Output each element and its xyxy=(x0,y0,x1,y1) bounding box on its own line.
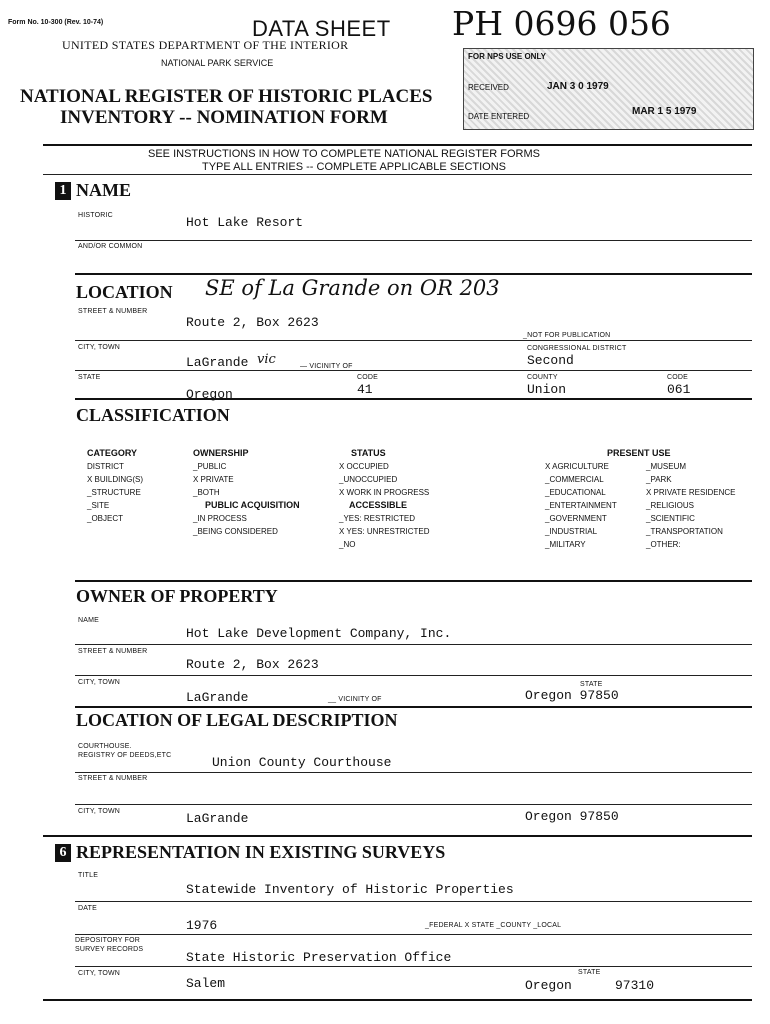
status-column xyxy=(339,447,430,551)
category-column xyxy=(87,447,143,525)
rule xyxy=(75,644,752,645)
handwritten-id: PH 0696 056 xyxy=(452,4,671,43)
present-use-head: PRESENT USE xyxy=(607,448,671,458)
accessible-head: ACCESSIBLE xyxy=(349,500,408,510)
survey-date-label: DATE xyxy=(78,905,97,912)
present-use-option: _ENTERTAINMENT xyxy=(545,501,617,510)
survey-title: Statewide Inventory of Historic Properties xyxy=(186,882,514,897)
depository-label-2: SURVEY RECORDS xyxy=(75,946,144,953)
present-use-column-2 xyxy=(646,460,736,551)
state-label: STATE xyxy=(78,374,101,381)
rule xyxy=(75,901,752,902)
received-label: RECEIVED xyxy=(468,83,509,92)
category-option: _SITE xyxy=(87,501,110,510)
date-entered-label: DATE ENTERED xyxy=(468,112,530,121)
county-code-value: 061 xyxy=(667,382,691,397)
historic-label: HISTORIC xyxy=(78,212,113,219)
rule xyxy=(43,999,752,1001)
header-rule xyxy=(43,144,752,146)
location-heading: LOCATION xyxy=(76,282,173,302)
rule xyxy=(75,370,752,371)
survey-city: Salem xyxy=(186,976,226,991)
not-for-publication: _NOT FOR PUBLICATION xyxy=(523,332,611,339)
owner-state: Oregon 97850 xyxy=(525,688,619,703)
rule xyxy=(75,772,752,773)
accessible-option: X YES: UNRESTRICTED xyxy=(339,527,430,536)
survey-state-name: Oregon xyxy=(525,978,572,993)
surveys-heading: REPRESENTATION IN EXISTING SURVEYS xyxy=(76,842,446,862)
present-use-option: _MUSEUM xyxy=(646,462,687,471)
common-label: AND/OR COMMON xyxy=(78,243,143,250)
survey-title-label: TITLE xyxy=(78,872,99,879)
vicinity-label: — VICINITY OF xyxy=(300,363,353,370)
section-6-number: 6 xyxy=(55,844,71,862)
owner-name: Hot Lake Development Company, Inc. xyxy=(186,626,452,641)
owner-city: LaGrande xyxy=(186,690,249,705)
instructions-rule xyxy=(43,174,752,175)
courthouse-label-1: COURTHOUSE. xyxy=(78,743,132,750)
county-label: COUNTY xyxy=(527,374,558,381)
instructions-line1: SEE INSTRUCTIONS IN HOW TO COMPLETE NATIONAL REGISTER FORMS xyxy=(148,148,540,160)
owner-street-label: STREET & NUMBER xyxy=(78,648,148,655)
county-value: Union xyxy=(527,382,567,397)
present-use-option: _PARK xyxy=(646,475,672,484)
category-option: _STRUCTURE xyxy=(87,488,141,497)
street-value: Route 2, Box 2623 xyxy=(186,315,319,330)
survey-state-zip: 97310 xyxy=(615,978,655,993)
ownership-head: OWNERSHIP xyxy=(193,448,249,458)
rule xyxy=(75,804,752,805)
rule xyxy=(75,273,752,275)
classification-heading: CLASSIFICATION xyxy=(76,405,230,425)
ownership-option: _BOTH xyxy=(193,488,220,497)
ownership-column xyxy=(193,447,300,538)
rule xyxy=(75,934,752,935)
present-use-option: _COMMERCIAL xyxy=(545,475,604,484)
present-use-option: X PRIVATE RESIDENCE xyxy=(646,488,736,497)
accessible-option: _NO xyxy=(339,540,356,549)
present-use-option: _INDUSTRIAL xyxy=(545,527,598,536)
location-handwritten-note: SE of La Grande on OR 203 xyxy=(205,276,500,300)
legal-state: Oregon 97850 xyxy=(525,809,619,824)
department-name: UNITED STATES DEPARTMENT OF THE INTERIOR xyxy=(62,38,349,52)
owner-heading: OWNER OF PROPERTY xyxy=(76,586,278,606)
status-option: X WORK IN PROGRESS xyxy=(339,488,430,497)
historic-name: Hot Lake Resort xyxy=(186,215,304,230)
instructions-line2: TYPE ALL ENTRIES -- COMPLETE APPLICABLE SECTIONS xyxy=(202,161,507,173)
rule xyxy=(75,398,752,400)
survey-levels: _FEDERAL X STATE _COUNTY _LOCAL xyxy=(425,922,562,929)
depository-label-1: DEPOSITORY FOR xyxy=(75,937,141,944)
status-option: X OCCUPIED xyxy=(339,462,389,471)
rule xyxy=(75,966,752,967)
data-sheet-stamp: DATA SHEET xyxy=(252,16,391,41)
name-heading: NAME xyxy=(76,180,131,200)
category-option: _OBJECT xyxy=(87,514,124,523)
form-title-line1: NATIONAL REGISTER OF HISTORIC PLACES xyxy=(20,86,433,107)
survey-date: 1976 xyxy=(186,918,218,933)
legal-city-label: CITY, TOWN xyxy=(78,808,121,815)
state-code-value: 41 xyxy=(357,382,373,397)
owner-vicinity-label: __ VICINITY OF xyxy=(328,696,382,703)
congress-label: CONGRESSIONAL DISTRICT xyxy=(527,345,627,352)
street-label: STREET & NUMBER xyxy=(78,308,148,315)
present-use-option: X AGRICULTURE xyxy=(545,462,609,471)
city-handwritten-note: vic xyxy=(257,352,276,367)
rule xyxy=(75,580,752,582)
depository-value: State Historic Preservation Office xyxy=(186,950,452,965)
present-use-option: _RELIGIOUS xyxy=(646,501,695,510)
status-head: STATUS xyxy=(351,448,386,458)
accessible-option: _YES: RESTRICTED xyxy=(339,514,416,523)
category-option: DISTRICT xyxy=(87,462,124,471)
state-value: Oregon xyxy=(186,387,233,402)
owner-street: Route 2, Box 2623 xyxy=(186,657,319,672)
present-use-option: _SCIENTIFIC xyxy=(646,514,695,523)
acquisition-option: _IN PROCESS xyxy=(193,514,247,523)
status-option: _UNOCCUPIED xyxy=(339,475,398,484)
received-date: JAN 3 0 1979 xyxy=(547,81,609,92)
nps-use-label: FOR NPS USE ONLY xyxy=(468,52,546,61)
acquisition-head: PUBLIC ACQUISITION xyxy=(205,500,300,510)
rule xyxy=(75,675,752,676)
courthouse-label-2: REGISTRY OF DEEDS,ETC xyxy=(78,752,172,759)
city-label: CITY, TOWN xyxy=(78,344,121,351)
acquisition-option: _BEING CONSIDERED xyxy=(193,527,278,536)
present-use-option: _GOVERNMENT xyxy=(545,514,607,523)
rule xyxy=(43,835,752,837)
state-code-label: CODE xyxy=(357,374,379,381)
present-use-option: _TRANSPORTATION xyxy=(646,527,723,536)
legal-heading: LOCATION OF LEGAL DESCRIPTION xyxy=(76,710,398,730)
nps-use-box xyxy=(463,48,754,130)
category-option: X BUILDING(S) xyxy=(87,475,144,484)
owner-state-label: STATE xyxy=(580,681,603,688)
present-use-option: _EDUCATIONAL xyxy=(545,488,606,497)
present-use-option: _OTHER: xyxy=(646,540,681,549)
congress-value: Second xyxy=(527,353,574,368)
section-1-number: 1 xyxy=(55,182,71,200)
date-entered: MAR 1 5 1979 xyxy=(632,106,697,117)
ownership-option: X PRIVATE xyxy=(193,475,234,484)
service-name: NATIONAL PARK SERVICE xyxy=(161,58,274,68)
category-head: CATEGORY xyxy=(87,448,138,458)
city-value: LaGrande xyxy=(186,355,249,370)
courthouse-value: Union County Courthouse xyxy=(212,755,392,770)
present-use-option: _MILITARY xyxy=(545,540,586,549)
survey-state-label: STATE xyxy=(578,969,601,976)
form-title-line2: INVENTORY -- NOMINATION FORM xyxy=(60,107,388,128)
legal-city: LaGrande xyxy=(186,811,249,826)
legal-street-label: STREET & NUMBER xyxy=(78,775,148,782)
survey-city-label: CITY, TOWN xyxy=(78,970,121,977)
form-number: Form No. 10-300 (Rev. 10-74) xyxy=(8,19,104,26)
owner-name-label: NAME xyxy=(78,617,100,624)
rule xyxy=(75,240,752,241)
rule xyxy=(75,706,752,708)
county-code-label: CODE xyxy=(667,374,689,381)
ownership-option: _PUBLIC xyxy=(193,462,227,471)
rule xyxy=(75,340,752,341)
owner-city-label: CITY, TOWN xyxy=(78,679,121,686)
